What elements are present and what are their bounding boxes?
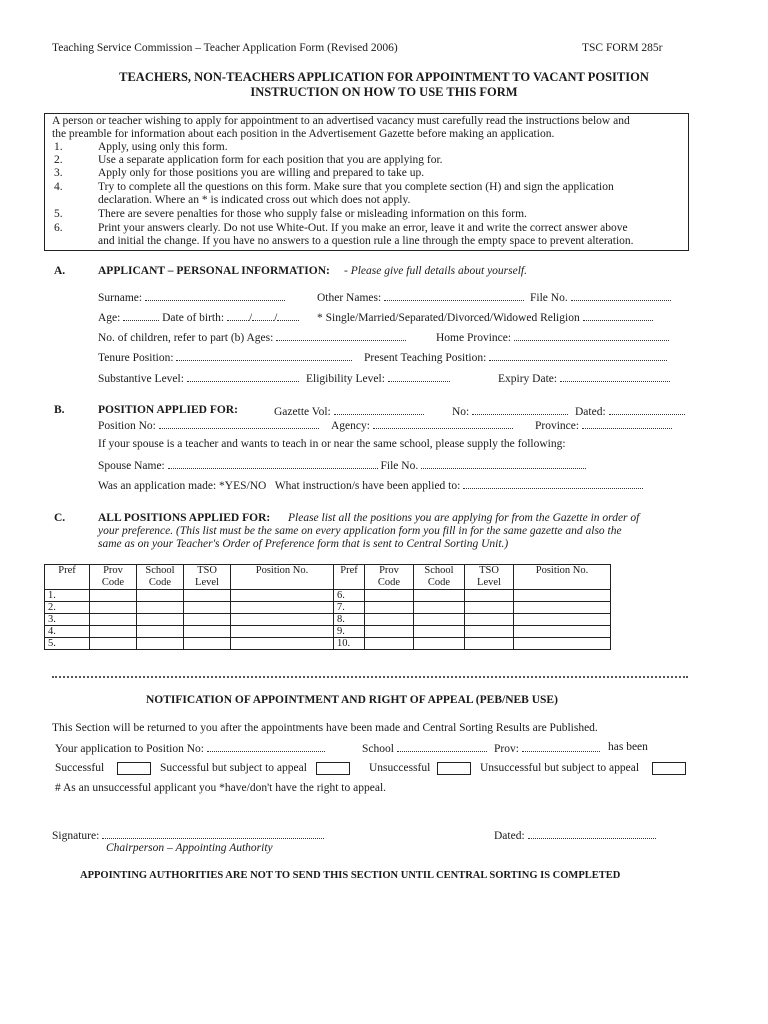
positions-table: [44, 564, 611, 650]
gazette-vol-field[interactable]: [334, 404, 424, 415]
notification-prov-label: Prov:: [494, 743, 519, 755]
footer-warning: APPOINTING AUTHORITIES ARE NOT TO SEND THIS SECTION UNTIL CENTRAL SORTING IS COMPLETED: [80, 870, 621, 881]
pref-cell: 2.: [45, 602, 90, 614]
other-names-label: Other Names:: [317, 292, 382, 304]
instruction-item: and initial the change. If you have no answers to a question rule a line through the empty space to prevent alteration.: [98, 235, 634, 247]
present-position-field[interactable]: [489, 350, 667, 361]
section-c-letter: C.: [54, 512, 66, 524]
entry-cell[interactable]: [231, 602, 334, 614]
spouse-name-field[interactable]: [168, 458, 378, 469]
col-header-prov-code: Prov Code: [365, 565, 414, 590]
entry-cell[interactable]: [514, 602, 611, 614]
section-c-note: Please list all the positions you are applying for from the Gazette in order of: [288, 512, 640, 524]
dob-label: Date of birth:: [162, 312, 225, 324]
col-header-pref: Pref: [45, 565, 90, 590]
table-row: [45, 638, 611, 650]
religion-field[interactable]: [583, 310, 653, 321]
entry-cell[interactable]: [365, 614, 414, 626]
gazette-vol-label: Gazette Vol:: [274, 406, 331, 418]
instructions-intro-2: the preamble for information about each position in the Advertisement Gazette before making an application.: [52, 128, 555, 140]
instruction-applied-field[interactable]: [463, 478, 643, 489]
tenure-field[interactable]: [176, 350, 352, 361]
entry-cell[interactable]: [514, 590, 611, 602]
signature-dated-field[interactable]: [528, 828, 656, 839]
entry-cell[interactable]: [137, 602, 184, 614]
notification-position-field[interactable]: [207, 741, 325, 752]
instructions-intro: A person or teacher wishing to apply for appointment to an advertised vacancy must carefully read the instructions below and: [52, 115, 630, 127]
entry-cell[interactable]: [514, 638, 611, 650]
entry-cell[interactable]: [231, 614, 334, 626]
entry-cell[interactable]: [137, 614, 184, 626]
notification-school-field[interactable]: [397, 741, 487, 752]
entry-cell[interactable]: [465, 602, 514, 614]
entry-cell[interactable]: [414, 602, 465, 614]
spouse-file-no-field[interactable]: [421, 458, 586, 469]
signature-dated-label: Dated:: [494, 830, 525, 842]
instruction-num: 3.: [54, 167, 63, 179]
section-b-heading: POSITION APPLIED FOR:: [98, 404, 238, 416]
instruction-item: Apply, using only this form.: [98, 141, 228, 153]
successful-checkbox[interactable]: [117, 762, 151, 775]
entry-cell[interactable]: [184, 638, 231, 650]
instruction-num: 2.: [54, 154, 63, 166]
expiry-date-field[interactable]: [560, 371, 670, 382]
table-row: [45, 590, 611, 602]
pref-cell: 1.: [45, 590, 90, 602]
entry-cell[interactable]: [231, 590, 334, 602]
pref-cell: 5.: [45, 638, 90, 650]
pref-cell: 8.: [334, 614, 365, 626]
table-header-row: [45, 565, 611, 590]
pref-cell: 10.: [334, 638, 365, 650]
file-no-field[interactable]: [571, 290, 671, 301]
table-row: [45, 626, 611, 638]
dob-month-field[interactable]: [252, 310, 274, 321]
col-header-position-no: Position No.: [231, 565, 334, 590]
instruction-num: 1.: [54, 141, 63, 153]
table-row: [45, 614, 611, 626]
instruction-num: 6.: [54, 222, 63, 234]
substantive-level-field[interactable]: [187, 371, 299, 382]
instruction-item: declaration. Where an * is indicated cross out which does not apply.: [98, 194, 411, 206]
entry-cell[interactable]: [414, 614, 465, 626]
unsuccessful-label: Unsuccessful: [369, 762, 431, 775]
col-header-school-code: School Code: [137, 565, 184, 590]
application-made-label[interactable]: Was an application made: *YES/NO: [98, 480, 267, 492]
entry-cell[interactable]: [414, 590, 465, 602]
entry-cell[interactable]: [90, 614, 137, 626]
form-code: TSC FORM 285r: [582, 42, 663, 54]
entry-cell[interactable]: [465, 590, 514, 602]
expiry-date-label: Expiry Date:: [498, 373, 558, 385]
gazette-no-field[interactable]: [472, 404, 568, 415]
entry-cell[interactable]: [514, 626, 611, 638]
col-header-pref: Pref: [334, 565, 365, 590]
entry-cell[interactable]: [184, 590, 231, 602]
col-header-school-code: School Code: [414, 565, 465, 590]
tenure-label: Tenure Position:: [98, 352, 174, 364]
children-label: No. of children, refer to part (b): [98, 332, 245, 344]
eligibility-level-label: Eligibility Level:: [306, 373, 385, 385]
gazette-no-label: No:: [452, 406, 470, 418]
entry-cell[interactable]: [365, 602, 414, 614]
section-b-letter: B.: [54, 404, 65, 416]
instruction-num: 5.: [54, 208, 63, 220]
entry-cell[interactable]: [137, 590, 184, 602]
chairperson-caption: Chairperson – Appointing Authority: [106, 842, 273, 854]
notification-returned-note: This Section will be returned to you after the appointments have been made and Central Sorting Results are Published.: [52, 722, 598, 734]
ages-field[interactable]: [276, 330, 406, 341]
pref-cell: 3.: [45, 614, 90, 626]
appeal-note: # As an unsuccessful applicant you *have/don't have the right to appeal.: [55, 782, 387, 794]
entry-cell[interactable]: [137, 638, 184, 650]
unsuccessful-checkbox[interactable]: [437, 762, 471, 775]
position-no-label: Position No:: [98, 420, 156, 432]
pref-cell: 9.: [334, 626, 365, 638]
form-subtitle: INSTRUCTION ON HOW TO USE THIS FORM: [250, 85, 518, 99]
instruction-item: Try to complete all the questions on this form. Make sure that you complete section (H) and sign the application: [98, 181, 614, 193]
entry-cell[interactable]: [465, 626, 514, 638]
instruction-item: There are severe penalties for those who supply false or misleading information on this form.: [98, 208, 527, 220]
entry-cell[interactable]: [137, 626, 184, 638]
instruction-item: Apply only for those positions you are willing and prepared to take up.: [98, 167, 425, 179]
eligibility-level-field[interactable]: [388, 371, 450, 382]
unsuccessful-subject-label: Unsuccessful but subject to appeal: [480, 762, 640, 775]
surname-label: Surname:: [98, 292, 143, 304]
table-row: [45, 602, 611, 614]
entry-cell[interactable]: [90, 602, 137, 614]
your-application-label: Your application to Position No:: [55, 743, 204, 755]
form-title: TEACHERS, NON-TEACHERS APPLICATION FOR APPOINTMENT TO VACANT POSITION: [119, 70, 649, 84]
dob-day-field[interactable]: [227, 310, 249, 321]
col-header-tso-level: TSO Level: [465, 565, 514, 590]
file-no-label: File No.: [530, 292, 568, 304]
notification-prov-field[interactable]: [522, 741, 600, 752]
col-header-position-no: Position No.: [514, 565, 611, 590]
age-field[interactable]: [123, 310, 159, 321]
signature-label: Signature:: [52, 830, 100, 842]
cut-line-divider: [52, 676, 688, 678]
instruction-item: Use a separate application form for each position that you are applying for.: [98, 154, 443, 166]
section-c-heading: ALL POSITIONS APPLIED FOR:: [98, 512, 271, 524]
position-no-field[interactable]: [159, 418, 319, 429]
unsuccessful-subject-checkbox[interactable]: [652, 762, 686, 775]
section-a-heading: APPLICANT – PERSONAL INFORMATION:: [98, 265, 330, 277]
substantive-level-label: Substantive Level:: [98, 373, 184, 385]
col-header-tso-level: TSO Level: [184, 565, 231, 590]
home-province-label: Home Province:: [436, 332, 512, 344]
entry-cell[interactable]: [90, 638, 137, 650]
instruction-applied-label: What instruction/s have been applied to:: [274, 480, 461, 492]
gazette-dated-label: Dated:: [575, 406, 606, 418]
form-header-title: Teaching Service Commission – Teacher Application Form (Revised 2006): [52, 42, 398, 54]
notification-heading: NOTIFICATION OF APPOINTMENT AND RIGHT OF APPEAL (PEB/NEB USE): [146, 694, 558, 706]
signature-field[interactable]: [102, 828, 324, 839]
successful-label: Successful: [55, 762, 105, 775]
entry-cell[interactable]: [365, 638, 414, 650]
entry-cell[interactable]: [514, 614, 611, 626]
surname-field[interactable]: [145, 290, 285, 301]
has-been-label: has been: [608, 741, 648, 753]
section-a-note: - Please give full details about yourself.: [344, 265, 528, 277]
entry-cell[interactable]: [414, 626, 465, 638]
spouse-file-no-label: File No.: [380, 460, 419, 472]
entry-cell[interactable]: [231, 626, 334, 638]
dob-year-field[interactable]: [277, 310, 299, 321]
pref-cell: 6.: [334, 590, 365, 602]
instruction-num: 4.: [54, 181, 63, 193]
instruction-item: Print your answers clearly. Do not use White-Out. If you make an error, leave it and write the correct answer above: [98, 222, 628, 234]
home-province-field[interactable]: [514, 330, 669, 341]
pref-cell: 7.: [334, 602, 365, 614]
marital-status-label: * Single/Married/Separated/Divorced/Widowed Religion: [317, 312, 580, 324]
other-names-field[interactable]: [384, 290, 524, 301]
section-c-note-3: same as on your Teacher's Order of Preference form that is sent to Central Sorting Unit.): [98, 538, 509, 550]
province-field[interactable]: [582, 418, 672, 429]
entry-cell[interactable]: [465, 638, 514, 650]
notification-school-label: School: [362, 743, 394, 755]
agency-label: Agency:: [331, 420, 370, 432]
section-c-note-2: your preference. (This list must be the same on every application form you fill in for the same gazette and also the: [98, 525, 622, 537]
entry-cell[interactable]: [184, 614, 231, 626]
entry-cell[interactable]: [184, 626, 231, 638]
entry-cell[interactable]: [90, 626, 137, 638]
section-a-letter: A.: [54, 265, 66, 277]
entry-cell[interactable]: [231, 638, 334, 650]
gazette-dated-field[interactable]: [609, 404, 685, 415]
entry-cell[interactable]: [465, 614, 514, 626]
present-position-label: Present Teaching Position:: [364, 352, 487, 364]
agency-field[interactable]: [373, 418, 513, 429]
spouse-name-label: Spouse Name:: [98, 460, 165, 472]
entry-cell[interactable]: [365, 626, 414, 638]
spouse-note: If your spouse is a teacher and wants to teach in or near the same school, please supply the following:: [98, 438, 566, 450]
entry-cell[interactable]: [414, 638, 465, 650]
age-label: Age:: [98, 312, 121, 324]
ages-label: Ages:: [246, 332, 274, 344]
entry-cell[interactable]: [184, 602, 231, 614]
province-label: Province:: [535, 420, 580, 432]
col-header-prov-code: Prov Code: [90, 565, 137, 590]
entry-cell[interactable]: [90, 590, 137, 602]
successful-subject-checkbox[interactable]: [316, 762, 350, 775]
successful-subject-label: Successful but subject to appeal: [160, 762, 307, 775]
pref-cell: 4.: [45, 626, 90, 638]
entry-cell[interactable]: [365, 590, 414, 602]
